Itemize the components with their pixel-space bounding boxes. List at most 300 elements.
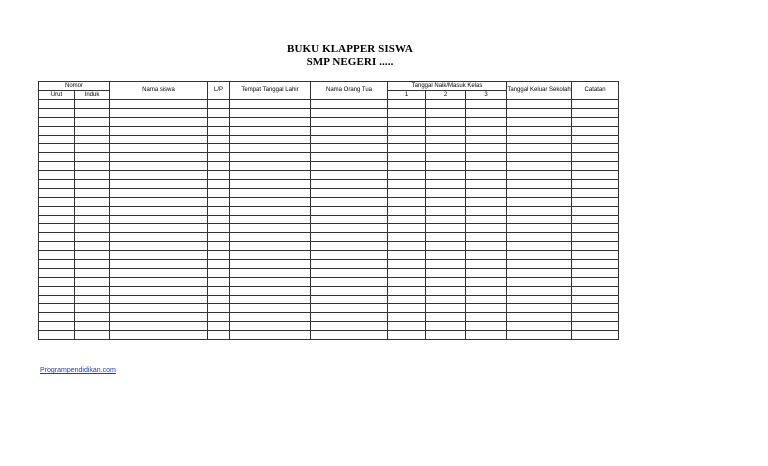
table-cell	[507, 180, 572, 189]
table-cell	[466, 162, 507, 171]
table-row	[39, 117, 619, 126]
table-cell	[426, 162, 466, 171]
table-cell	[230, 322, 311, 331]
table-cell	[507, 304, 572, 313]
table-cell	[230, 304, 311, 313]
table-cell	[39, 268, 75, 277]
table-cell	[39, 126, 75, 135]
table-cell	[507, 126, 572, 135]
table-cell	[466, 331, 507, 340]
table-row	[39, 277, 619, 286]
table-cell	[507, 224, 572, 233]
table-cell	[572, 268, 619, 277]
table-cell	[388, 322, 426, 331]
table-cell	[311, 180, 388, 189]
table-cell	[507, 144, 572, 153]
table-cell	[110, 260, 208, 269]
table-cell	[311, 233, 388, 242]
table-cell	[110, 224, 208, 233]
table-cell	[426, 268, 466, 277]
table-row	[39, 215, 619, 224]
table-cell	[39, 286, 75, 295]
table-cell	[230, 268, 311, 277]
table-cell	[110, 117, 208, 126]
table-cell	[230, 295, 311, 304]
table-cell	[466, 180, 507, 189]
table-row	[39, 233, 619, 242]
table-cell	[388, 171, 426, 180]
table-cell	[507, 286, 572, 295]
table-cell	[110, 126, 208, 135]
table-cell	[388, 233, 426, 242]
table-cell	[208, 126, 230, 135]
table-cell	[388, 268, 426, 277]
table-cell	[39, 153, 75, 162]
table-cell	[426, 224, 466, 233]
table-cell	[466, 153, 507, 162]
table-cell	[110, 233, 208, 242]
table-cell	[311, 117, 388, 126]
table-cell	[208, 197, 230, 206]
table-cell	[208, 233, 230, 242]
table-cell	[110, 108, 208, 117]
table-row	[39, 162, 619, 171]
table-cell	[75, 162, 110, 171]
table-row	[39, 295, 619, 304]
table-cell	[507, 322, 572, 331]
table-cell	[507, 277, 572, 286]
table-header	[39, 82, 619, 100]
table-cell	[75, 224, 110, 233]
table-cell	[230, 171, 311, 180]
table-cell	[39, 331, 75, 340]
table-cell	[39, 188, 75, 197]
table-cell	[208, 153, 230, 162]
table-cell	[388, 215, 426, 224]
table-row	[39, 313, 619, 322]
table-cell	[208, 260, 230, 269]
table-cell	[572, 304, 619, 313]
table-cell	[507, 268, 572, 277]
table-cell	[75, 144, 110, 153]
table-cell	[230, 331, 311, 340]
header-nama-orang-tua: Nama Orang Tua	[311, 82, 388, 100]
table-cell	[75, 286, 110, 295]
table-cell	[572, 242, 619, 251]
table-cell	[39, 206, 75, 215]
table-cell	[507, 135, 572, 144]
table-row	[39, 180, 619, 189]
table-cell	[208, 215, 230, 224]
table-cell	[426, 188, 466, 197]
table-cell	[110, 295, 208, 304]
table-cell	[426, 295, 466, 304]
table-cell	[230, 188, 311, 197]
table-cell	[208, 295, 230, 304]
table-cell	[75, 180, 110, 189]
table-cell	[230, 197, 311, 206]
table-cell	[230, 260, 311, 269]
table-cell	[388, 188, 426, 197]
table-cell	[466, 126, 507, 135]
table-cell	[230, 126, 311, 135]
table-cell	[208, 171, 230, 180]
table-cell	[311, 197, 388, 206]
table-cell	[208, 180, 230, 189]
table-cell	[572, 108, 619, 117]
table-cell	[230, 180, 311, 189]
table-cell	[507, 295, 572, 304]
table-cell	[39, 304, 75, 313]
table-cell	[208, 313, 230, 322]
table-row	[39, 331, 619, 340]
table-cell	[507, 242, 572, 251]
table-cell	[507, 188, 572, 197]
document-title: BUKU KLAPPER SISWA	[287, 43, 413, 55]
table-cell	[75, 108, 110, 117]
table-cell	[466, 135, 507, 144]
table-cell	[110, 162, 208, 171]
table-row	[39, 304, 619, 313]
table-cell	[230, 277, 311, 286]
table-cell	[388, 162, 426, 171]
header-urut: Urut	[39, 91, 75, 100]
table-cell	[75, 313, 110, 322]
table-cell	[388, 153, 426, 162]
table-cell	[572, 286, 619, 295]
table-cell	[110, 268, 208, 277]
table-cell	[311, 162, 388, 171]
table-cell	[466, 233, 507, 242]
table-cell	[572, 188, 619, 197]
table-cell	[39, 215, 75, 224]
table-cell	[230, 117, 311, 126]
table-cell	[75, 277, 110, 286]
header-nomor: Nomor	[39, 82, 110, 91]
table-cell	[311, 331, 388, 340]
table-row	[39, 153, 619, 162]
table-cell	[572, 313, 619, 322]
table-row	[39, 206, 619, 215]
table-cell	[311, 153, 388, 162]
table-cell	[311, 251, 388, 260]
table-cell	[426, 135, 466, 144]
table-row	[39, 171, 619, 180]
table-cell	[426, 215, 466, 224]
table-cell	[75, 171, 110, 180]
header-kelas-2: 2	[426, 91, 466, 100]
table-cell	[466, 215, 507, 224]
table-cell	[110, 197, 208, 206]
table-cell	[75, 242, 110, 251]
table-row	[39, 224, 619, 233]
table-cell	[572, 162, 619, 171]
table-cell	[311, 313, 388, 322]
table-cell	[75, 260, 110, 269]
table-cell	[39, 171, 75, 180]
table-cell	[230, 153, 311, 162]
table-row	[39, 268, 619, 277]
table-row	[39, 286, 619, 295]
table-cell	[572, 251, 619, 260]
table-cell	[426, 242, 466, 251]
table-cell	[426, 100, 466, 109]
table-cell	[388, 108, 426, 117]
table-cell	[39, 117, 75, 126]
table-cell	[311, 171, 388, 180]
table-cell	[311, 242, 388, 251]
table-cell	[230, 108, 311, 117]
table-cell	[230, 286, 311, 295]
table-cell	[75, 251, 110, 260]
table-cell	[466, 304, 507, 313]
table-cell	[208, 331, 230, 340]
table-cell	[388, 100, 426, 109]
table-cell	[466, 286, 507, 295]
table-cell	[572, 144, 619, 153]
table-cell	[466, 313, 507, 322]
table-cell	[39, 260, 75, 269]
table-cell	[388, 224, 426, 233]
header-lp: L/P	[208, 82, 230, 100]
table-cell	[39, 162, 75, 171]
table-cell	[426, 144, 466, 153]
table-cell	[572, 171, 619, 180]
table-cell	[572, 260, 619, 269]
table-cell	[572, 295, 619, 304]
table-cell	[426, 197, 466, 206]
table-cell	[466, 188, 507, 197]
table-row	[39, 100, 619, 109]
table-cell	[311, 188, 388, 197]
table-cell	[507, 117, 572, 126]
table-cell	[466, 108, 507, 117]
table-cell	[507, 215, 572, 224]
table-cell	[110, 242, 208, 251]
table-cell	[110, 251, 208, 260]
table-cell	[75, 206, 110, 215]
table-cell	[110, 100, 208, 109]
table-cell	[388, 260, 426, 269]
table-cell	[466, 295, 507, 304]
table-cell	[388, 117, 426, 126]
header-tanggal-keluar: Tanggal Keluar Sekolah	[507, 82, 572, 100]
table-cell	[572, 331, 619, 340]
table-cell	[75, 197, 110, 206]
table-cell	[230, 233, 311, 242]
table-cell	[311, 260, 388, 269]
table-cell	[230, 242, 311, 251]
table-cell	[39, 233, 75, 242]
table-cell	[110, 277, 208, 286]
table-cell	[110, 171, 208, 180]
table-cell	[388, 295, 426, 304]
table-cell	[572, 224, 619, 233]
header-kelas-3: 3	[466, 91, 507, 100]
table-row	[39, 135, 619, 144]
header-tempat-tanggal-lahir: Tempat Tanggal Lahir	[230, 82, 311, 100]
table-cell	[466, 100, 507, 109]
table-cell	[507, 206, 572, 215]
table-body	[39, 100, 619, 340]
table-cell	[75, 268, 110, 277]
table-cell	[388, 197, 426, 206]
table-cell	[426, 153, 466, 162]
table-cell	[39, 224, 75, 233]
table-cell	[208, 162, 230, 171]
table-cell	[311, 144, 388, 153]
table-cell	[75, 153, 110, 162]
table-cell	[572, 233, 619, 242]
table-cell	[572, 100, 619, 109]
table-cell	[39, 108, 75, 117]
table-cell	[230, 144, 311, 153]
table-cell	[110, 135, 208, 144]
table-cell	[110, 313, 208, 322]
table-cell	[208, 144, 230, 153]
table-row	[39, 144, 619, 153]
table-cell	[208, 251, 230, 260]
table-cell	[208, 206, 230, 215]
table-cell	[39, 295, 75, 304]
table-cell	[572, 206, 619, 215]
table-row	[39, 260, 619, 269]
table-cell	[230, 251, 311, 260]
table-row	[39, 188, 619, 197]
table-cell	[75, 215, 110, 224]
table-cell	[110, 153, 208, 162]
table-cell	[426, 313, 466, 322]
table-cell	[311, 206, 388, 215]
table-cell	[507, 153, 572, 162]
table-cell	[507, 233, 572, 242]
table-cell	[311, 304, 388, 313]
table-cell	[466, 251, 507, 260]
table-cell	[466, 322, 507, 331]
table-cell	[426, 331, 466, 340]
table-cell	[208, 268, 230, 277]
table-cell	[230, 135, 311, 144]
table-cell	[311, 126, 388, 135]
table-cell	[466, 224, 507, 233]
table-cell	[75, 126, 110, 135]
table-cell	[208, 277, 230, 286]
table-cell	[39, 135, 75, 144]
table-cell	[426, 117, 466, 126]
table-cell	[388, 180, 426, 189]
table-cell	[426, 260, 466, 269]
table-cell	[466, 171, 507, 180]
table-cell	[110, 322, 208, 331]
header-tanggal-naik: Tanggal Naik/Masuk Kelas	[388, 82, 507, 91]
table-cell	[110, 206, 208, 215]
table-cell	[110, 188, 208, 197]
table-cell	[572, 322, 619, 331]
table-cell	[208, 135, 230, 144]
table-cell	[311, 322, 388, 331]
table-cell	[466, 242, 507, 251]
table-cell	[39, 313, 75, 322]
table-cell	[75, 295, 110, 304]
table-cell	[39, 322, 75, 331]
table-row	[39, 108, 619, 117]
table-cell	[110, 215, 208, 224]
table-cell	[426, 286, 466, 295]
table-cell	[230, 100, 311, 109]
table-cell	[388, 331, 426, 340]
table-cell	[110, 331, 208, 340]
table-cell	[39, 242, 75, 251]
table-cell	[426, 206, 466, 215]
table-cell	[110, 144, 208, 153]
table-cell	[572, 153, 619, 162]
table-cell	[75, 322, 110, 331]
table-cell	[388, 277, 426, 286]
header-induk: Induk	[75, 91, 110, 100]
table-cell	[426, 171, 466, 180]
header-catatan: Catatan	[572, 82, 619, 100]
table-cell	[466, 277, 507, 286]
table-cell	[572, 215, 619, 224]
table-cell	[230, 215, 311, 224]
table-cell	[507, 171, 572, 180]
table-cell	[230, 224, 311, 233]
table-cell	[388, 126, 426, 135]
table-cell	[75, 331, 110, 340]
table-cell	[507, 108, 572, 117]
klapper-table	[38, 81, 619, 340]
table-cell	[311, 277, 388, 286]
table-cell	[426, 233, 466, 242]
table-cell	[311, 224, 388, 233]
table-cell	[208, 304, 230, 313]
table-cell	[75, 117, 110, 126]
table-cell	[426, 277, 466, 286]
table-cell	[39, 100, 75, 109]
header-nama-siswa: Nama siswa	[110, 82, 208, 100]
table-cell	[75, 233, 110, 242]
table-cell	[388, 251, 426, 260]
website-link[interactable]: Programpendidikan.com	[40, 367, 116, 374]
table-cell	[311, 100, 388, 109]
table-cell	[388, 304, 426, 313]
table-cell	[230, 206, 311, 215]
table-cell	[208, 100, 230, 109]
table-cell	[572, 126, 619, 135]
table-cell	[388, 206, 426, 215]
table-cell	[388, 313, 426, 322]
table-cell	[75, 304, 110, 313]
table-cell	[507, 251, 572, 260]
table-cell	[388, 144, 426, 153]
table-cell	[426, 251, 466, 260]
table-cell	[110, 304, 208, 313]
table-cell	[572, 135, 619, 144]
table-cell	[311, 268, 388, 277]
table-cell	[426, 304, 466, 313]
table-cell	[572, 277, 619, 286]
table-row	[39, 197, 619, 206]
table-cell	[466, 260, 507, 269]
table-cell	[208, 224, 230, 233]
table-cell	[75, 135, 110, 144]
table-cell	[507, 260, 572, 269]
table-cell	[208, 117, 230, 126]
table-cell	[39, 277, 75, 286]
table-cell	[507, 100, 572, 109]
table-cell	[230, 313, 311, 322]
table-cell	[426, 322, 466, 331]
